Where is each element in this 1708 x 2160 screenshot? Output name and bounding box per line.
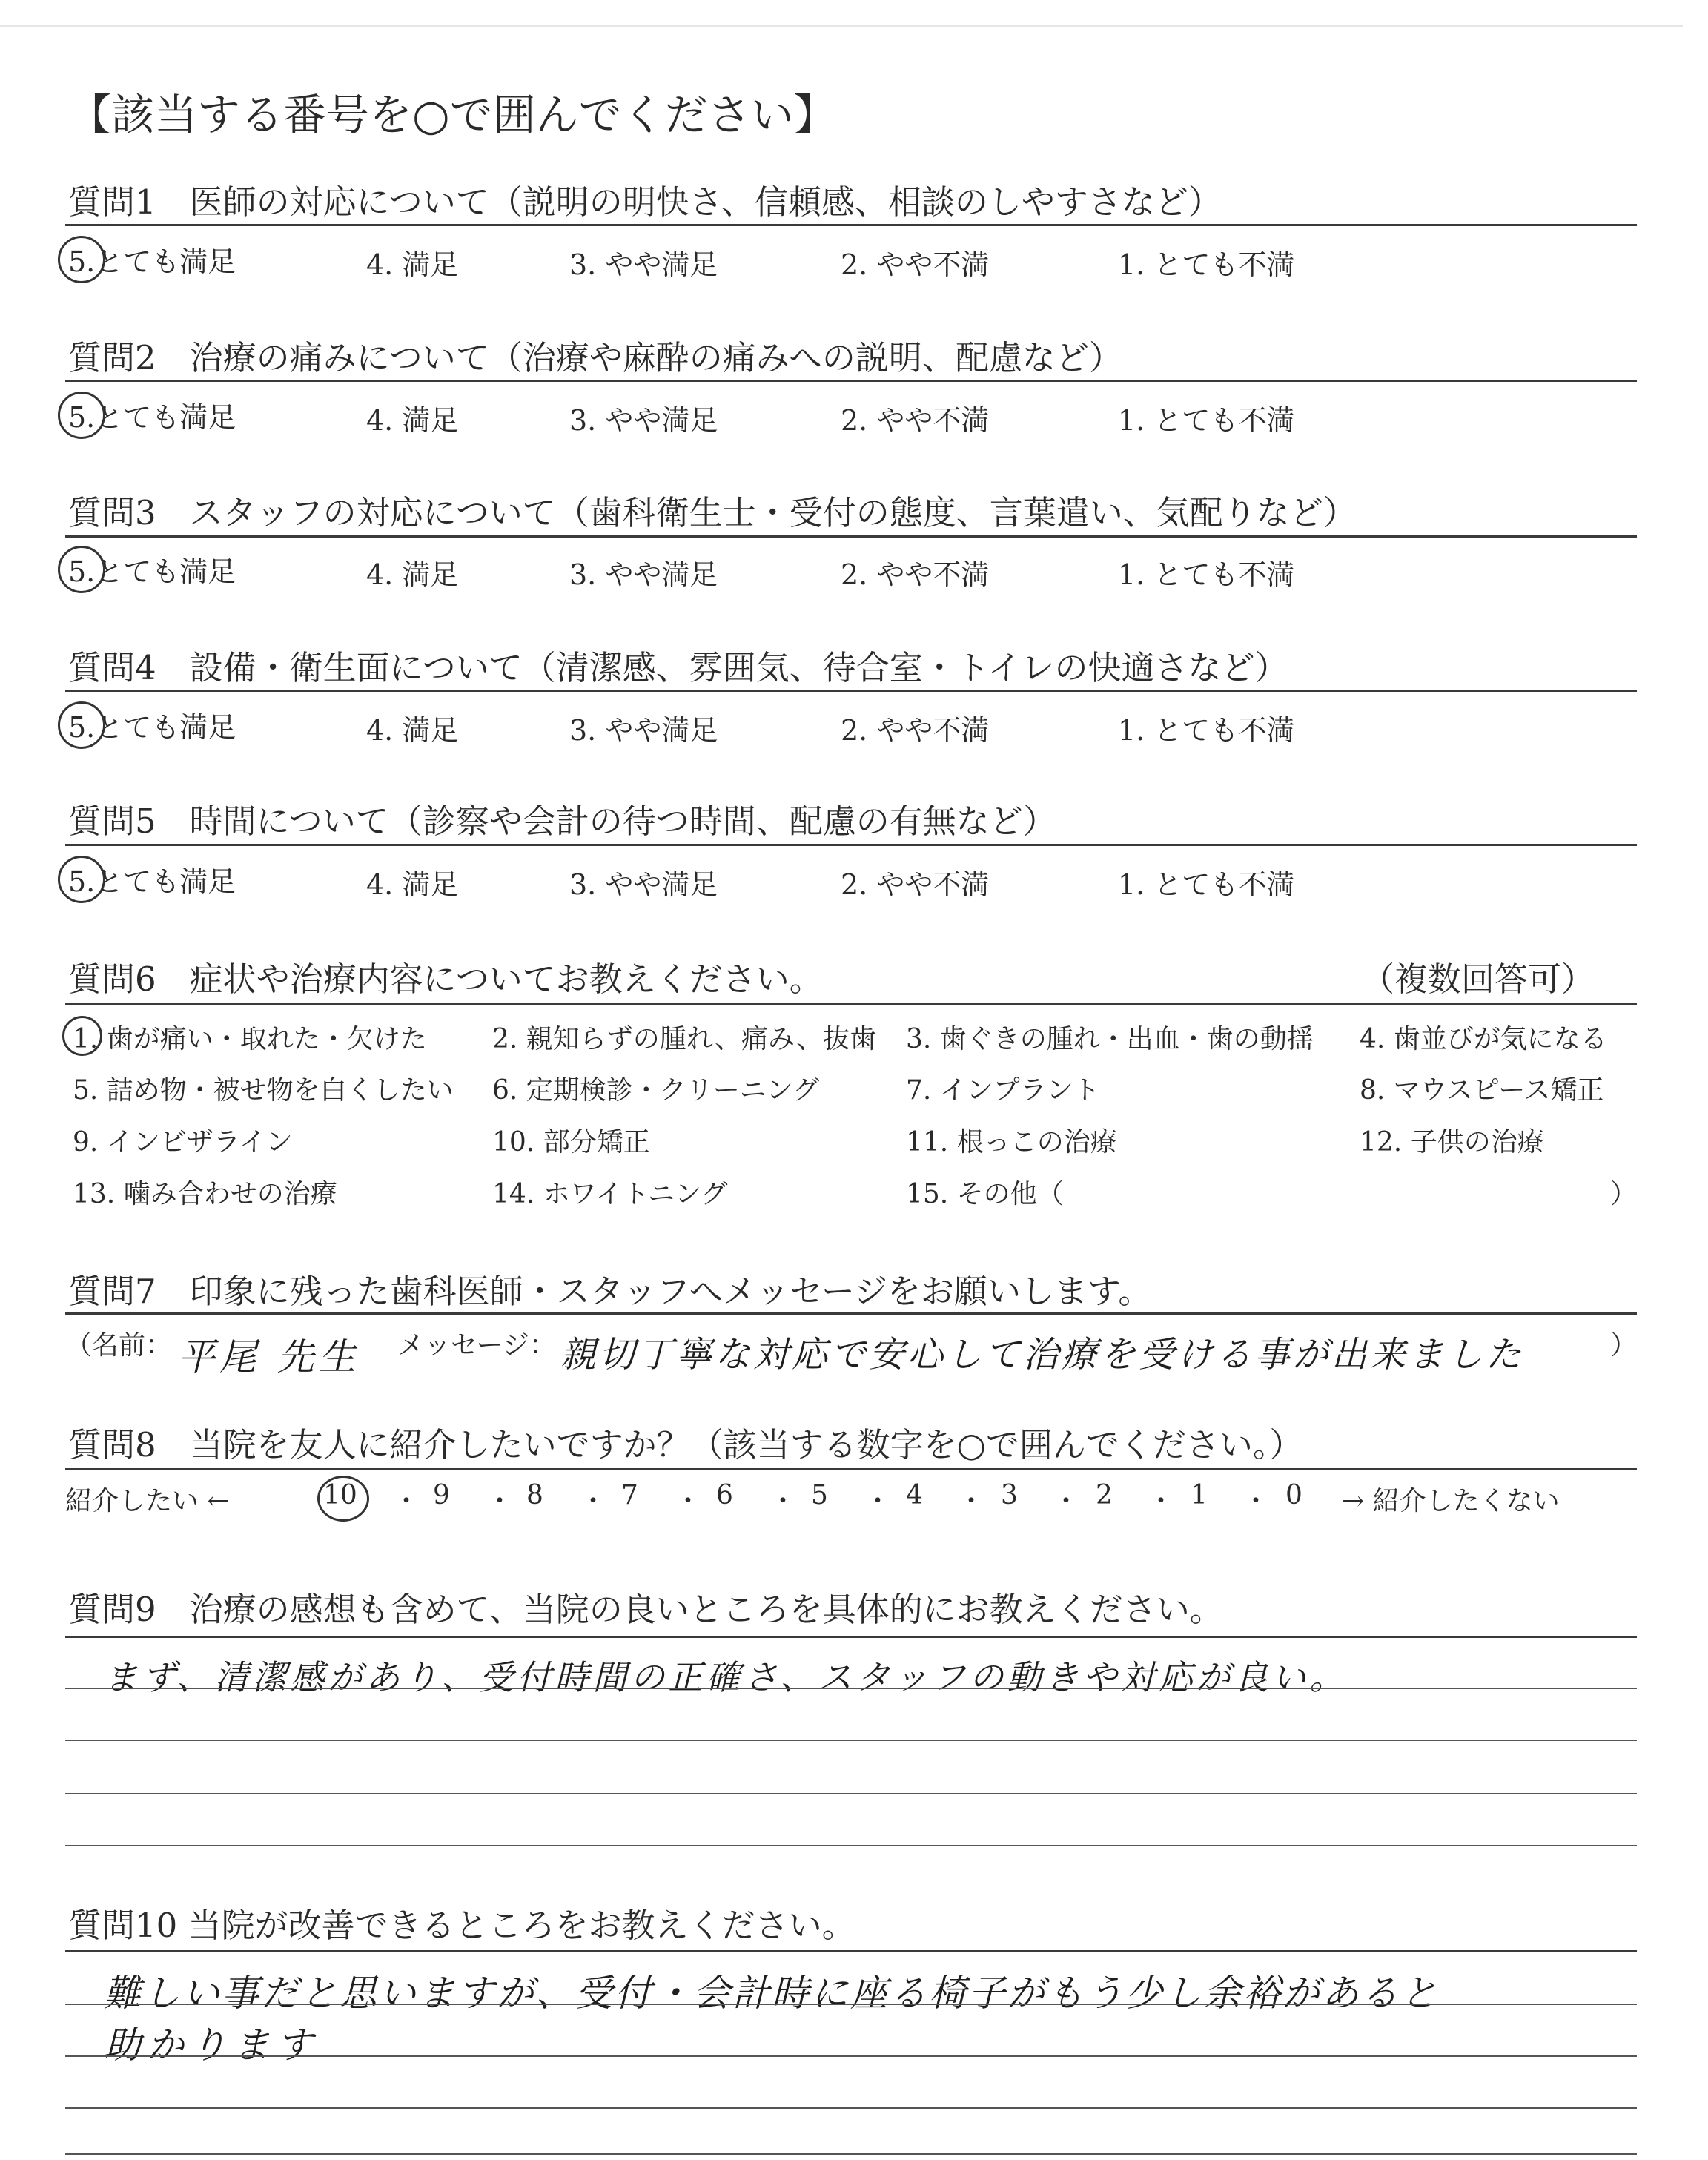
q3-option-1[interactable]: 1. とても不満 [1118, 558, 1295, 591]
q6-option-12[interactable]: 12. 子供の治療 [1360, 1127, 1544, 1157]
q8-scale-dot: ・ [958, 1486, 985, 1516]
q8-scale-10[interactable]: 10 [323, 1480, 357, 1510]
q8-scale-dot: ・ [675, 1486, 702, 1516]
q10-title: 質問10 当院が改善できるところをお教えください。 [68, 1906, 855, 1945]
q5-option-3[interactable]: 3. やや満足 [569, 868, 718, 901]
q6-option-7[interactable]: 7. インプラント [906, 1075, 1100, 1106]
q8-scale-dot: ・ [1242, 1486, 1270, 1516]
q7-name-value[interactable]: 平尾 先生 [178, 1335, 360, 1378]
q6-option-4[interactable]: 4. 歯並びが気になる [1360, 1024, 1607, 1054]
q4-option-3[interactable]: 3. やや満足 [569, 714, 718, 747]
q9-answer-rule [65, 1688, 1637, 1689]
q6-option-10[interactable]: 10. 部分矯正 [492, 1127, 650, 1157]
q7-message-label: メッセージ： [397, 1330, 556, 1361]
q4-option-1[interactable]: 1. とても不満 [1118, 714, 1295, 747]
q3-rule [65, 535, 1637, 538]
q1-option-5[interactable]: 5.とても満足 [68, 245, 236, 278]
q10-answer-rule [65, 2004, 1637, 2005]
q8-scale-dot: ・ [393, 1486, 420, 1516]
q6-option-6[interactable]: 6. 定期検診・クリーニング [492, 1075, 820, 1106]
q8-scale-9[interactable]: 9 [433, 1480, 450, 1510]
q8-scale-4[interactable]: 4 [906, 1480, 923, 1510]
q7-rule [65, 1312, 1637, 1315]
q2-option-4[interactable]: 4. 満足 [366, 404, 459, 437]
q2-option-2[interactable]: 2. やや不満 [841, 404, 990, 437]
q6-title: 質問6 症状や治療内容についてお教えください。 [68, 960, 823, 999]
q7-message-value[interactable]: 親切丁寧な対応で安心して治療を受ける事が出来ました [560, 1334, 1525, 1375]
q6-rule [65, 1003, 1637, 1005]
q6-option-15[interactable]: 15. その他（ [906, 1179, 1064, 1209]
q9-answer-line-1[interactable]: まず、清潔感があり、受付時間の正確さ、スタッフの動きや対応が良い。 [104, 1657, 1348, 1697]
q8-scale-3[interactable]: 3 [1001, 1480, 1018, 1510]
q6-note: （複数回答可） [1361, 960, 1595, 999]
q3-option-4[interactable]: 4. 満足 [366, 558, 459, 591]
q5-title: 質問5 時間について（診察や会計の待つ時間、配慮の有無など） [68, 802, 1056, 841]
q10-answer-rule [65, 2107, 1637, 2109]
q3-option-3[interactable]: 3. やや満足 [569, 558, 718, 591]
q4-option-5[interactable]: 5.とても満足 [68, 711, 236, 744]
q5-option-4[interactable]: 4. 満足 [366, 868, 459, 901]
q8-scale-2[interactable]: 2 [1096, 1480, 1113, 1510]
q9-rule [65, 1636, 1637, 1638]
q8-scale-1[interactable]: 1 [1191, 1480, 1208, 1510]
q4-option-2[interactable]: 2. やや不満 [841, 714, 990, 747]
q2-option-5[interactable]: 5.とても満足 [68, 401, 236, 434]
q9-title: 質問9 治療の感想も含めて、当院の良いところを具体的にお教えください。 [68, 1590, 1223, 1629]
q8-rule [65, 1468, 1637, 1470]
q5-option-1[interactable]: 1. とても不満 [1118, 868, 1295, 901]
q8-scale-6[interactable]: 6 [716, 1480, 733, 1510]
q8-scale-7[interactable]: 7 [621, 1480, 638, 1510]
q5-option-5[interactable]: 5.とても満足 [68, 865, 236, 898]
q6-other-close-paren: ） [1610, 1179, 1638, 1209]
q8-scale-dot: ・ [1053, 1486, 1080, 1516]
q4-option-4[interactable]: 4. 満足 [366, 714, 459, 747]
q6-option-8[interactable]: 8. マウスピース矯正 [1360, 1075, 1604, 1106]
q10-answer-line-1[interactable]: 難しい事だと思いますが、受付・会計時に座る椅子がもう少し余裕があると [104, 1972, 1440, 2015]
q10-rule [65, 1950, 1637, 1952]
q6-option-13[interactable]: 13. 噛み合わせの治療 [73, 1179, 337, 1209]
q1-option-3[interactable]: 3. やや満足 [569, 248, 718, 281]
q3-option-5[interactable]: 5.とても満足 [68, 555, 236, 588]
q8-scale-dot: ・ [486, 1486, 514, 1516]
q2-title: 質問2 治療の痛みについて（治療や麻酔の痛みへの説明、配慮など） [68, 338, 1122, 377]
q1-option-1[interactable]: 1. とても不満 [1118, 248, 1295, 281]
q8-right-label: → 紹介したくない [1342, 1486, 1560, 1516]
q6-option-11[interactable]: 11. 根っこの治療 [906, 1127, 1117, 1157]
q1-option-4[interactable]: 4. 満足 [366, 248, 459, 281]
q6-option-14[interactable]: 14. ホワイトニング [492, 1179, 728, 1209]
scan-top-edge [0, 25, 1683, 27]
q7-close-paren: ） [1610, 1330, 1638, 1361]
q8-scale-dot: ・ [1148, 1486, 1175, 1516]
q6-option-1[interactable]: 1. 歯が痛い・取れた・欠けた [73, 1024, 427, 1054]
q8-scale-dot: ・ [580, 1486, 607, 1516]
q8-scale-dot: ・ [769, 1486, 797, 1516]
q7-name-label: （名前： [65, 1330, 173, 1361]
q8-scale-dot: ・ [864, 1486, 892, 1516]
q8-scale-0[interactable]: 0 [1285, 1480, 1302, 1510]
q2-option-3[interactable]: 3. やや満足 [569, 404, 718, 437]
q6-option-3[interactable]: 3. 歯ぐきの腫れ・出血・歯の動揺 [906, 1024, 1314, 1054]
q8-left-label: 紹介したい ← [65, 1486, 230, 1516]
q7-title: 質問7 印象に残った歯科医師・スタッフへメッセージをお願いします。 [68, 1272, 1152, 1311]
q9-answer-rule [65, 1740, 1637, 1741]
q9-answer-rule [65, 1793, 1637, 1794]
q8-scale-5[interactable]: 5 [811, 1480, 828, 1510]
q1-rule [65, 224, 1637, 226]
page-heading: 【該当する番号を○で囲んでください】 [68, 90, 837, 140]
q3-option-2[interactable]: 2. やや不満 [841, 558, 990, 591]
q2-rule [65, 380, 1637, 382]
q1-option-2[interactable]: 2. やや不満 [841, 248, 990, 281]
q9-answer-rule [65, 1845, 1637, 1846]
q5-option-2[interactable]: 2. やや不満 [841, 868, 990, 901]
q6-option-2[interactable]: 2. 親知らずの腫れ、痛み、抜歯 [492, 1024, 877, 1054]
q8-title: 質問8 当院を友人に紹介したいですか？（該当する数字を○で囲んでください。） [68, 1425, 1303, 1464]
q6-option-5[interactable]: 5. 詰め物・被せ物を白くしたい [73, 1075, 454, 1106]
q6-option-9[interactable]: 9. インビザライン [73, 1127, 293, 1157]
q3-title: 質問3 スタッフの対応について（歯科衛生士・受付の態度、言葉遣い、気配りなど） [68, 493, 1357, 532]
q10-answer-rule [65, 2153, 1637, 2155]
q5-rule [65, 844, 1637, 846]
q4-rule [65, 690, 1637, 692]
q2-option-1[interactable]: 1. とても不満 [1118, 404, 1295, 437]
q10-answer-line-2[interactable]: 助かります [104, 2024, 319, 2067]
q8-scale-8[interactable]: 8 [526, 1480, 543, 1510]
q4-title: 質問4 設備・衛生面について（清潔感、雰囲気、待合室・トイレの快適さなど） [68, 648, 1288, 687]
q10-answer-rule [65, 2055, 1637, 2057]
q1-title: 質問1 医師の対応について（説明の明快さ、信頼感、相談のしやすさなど） [68, 182, 1222, 222]
